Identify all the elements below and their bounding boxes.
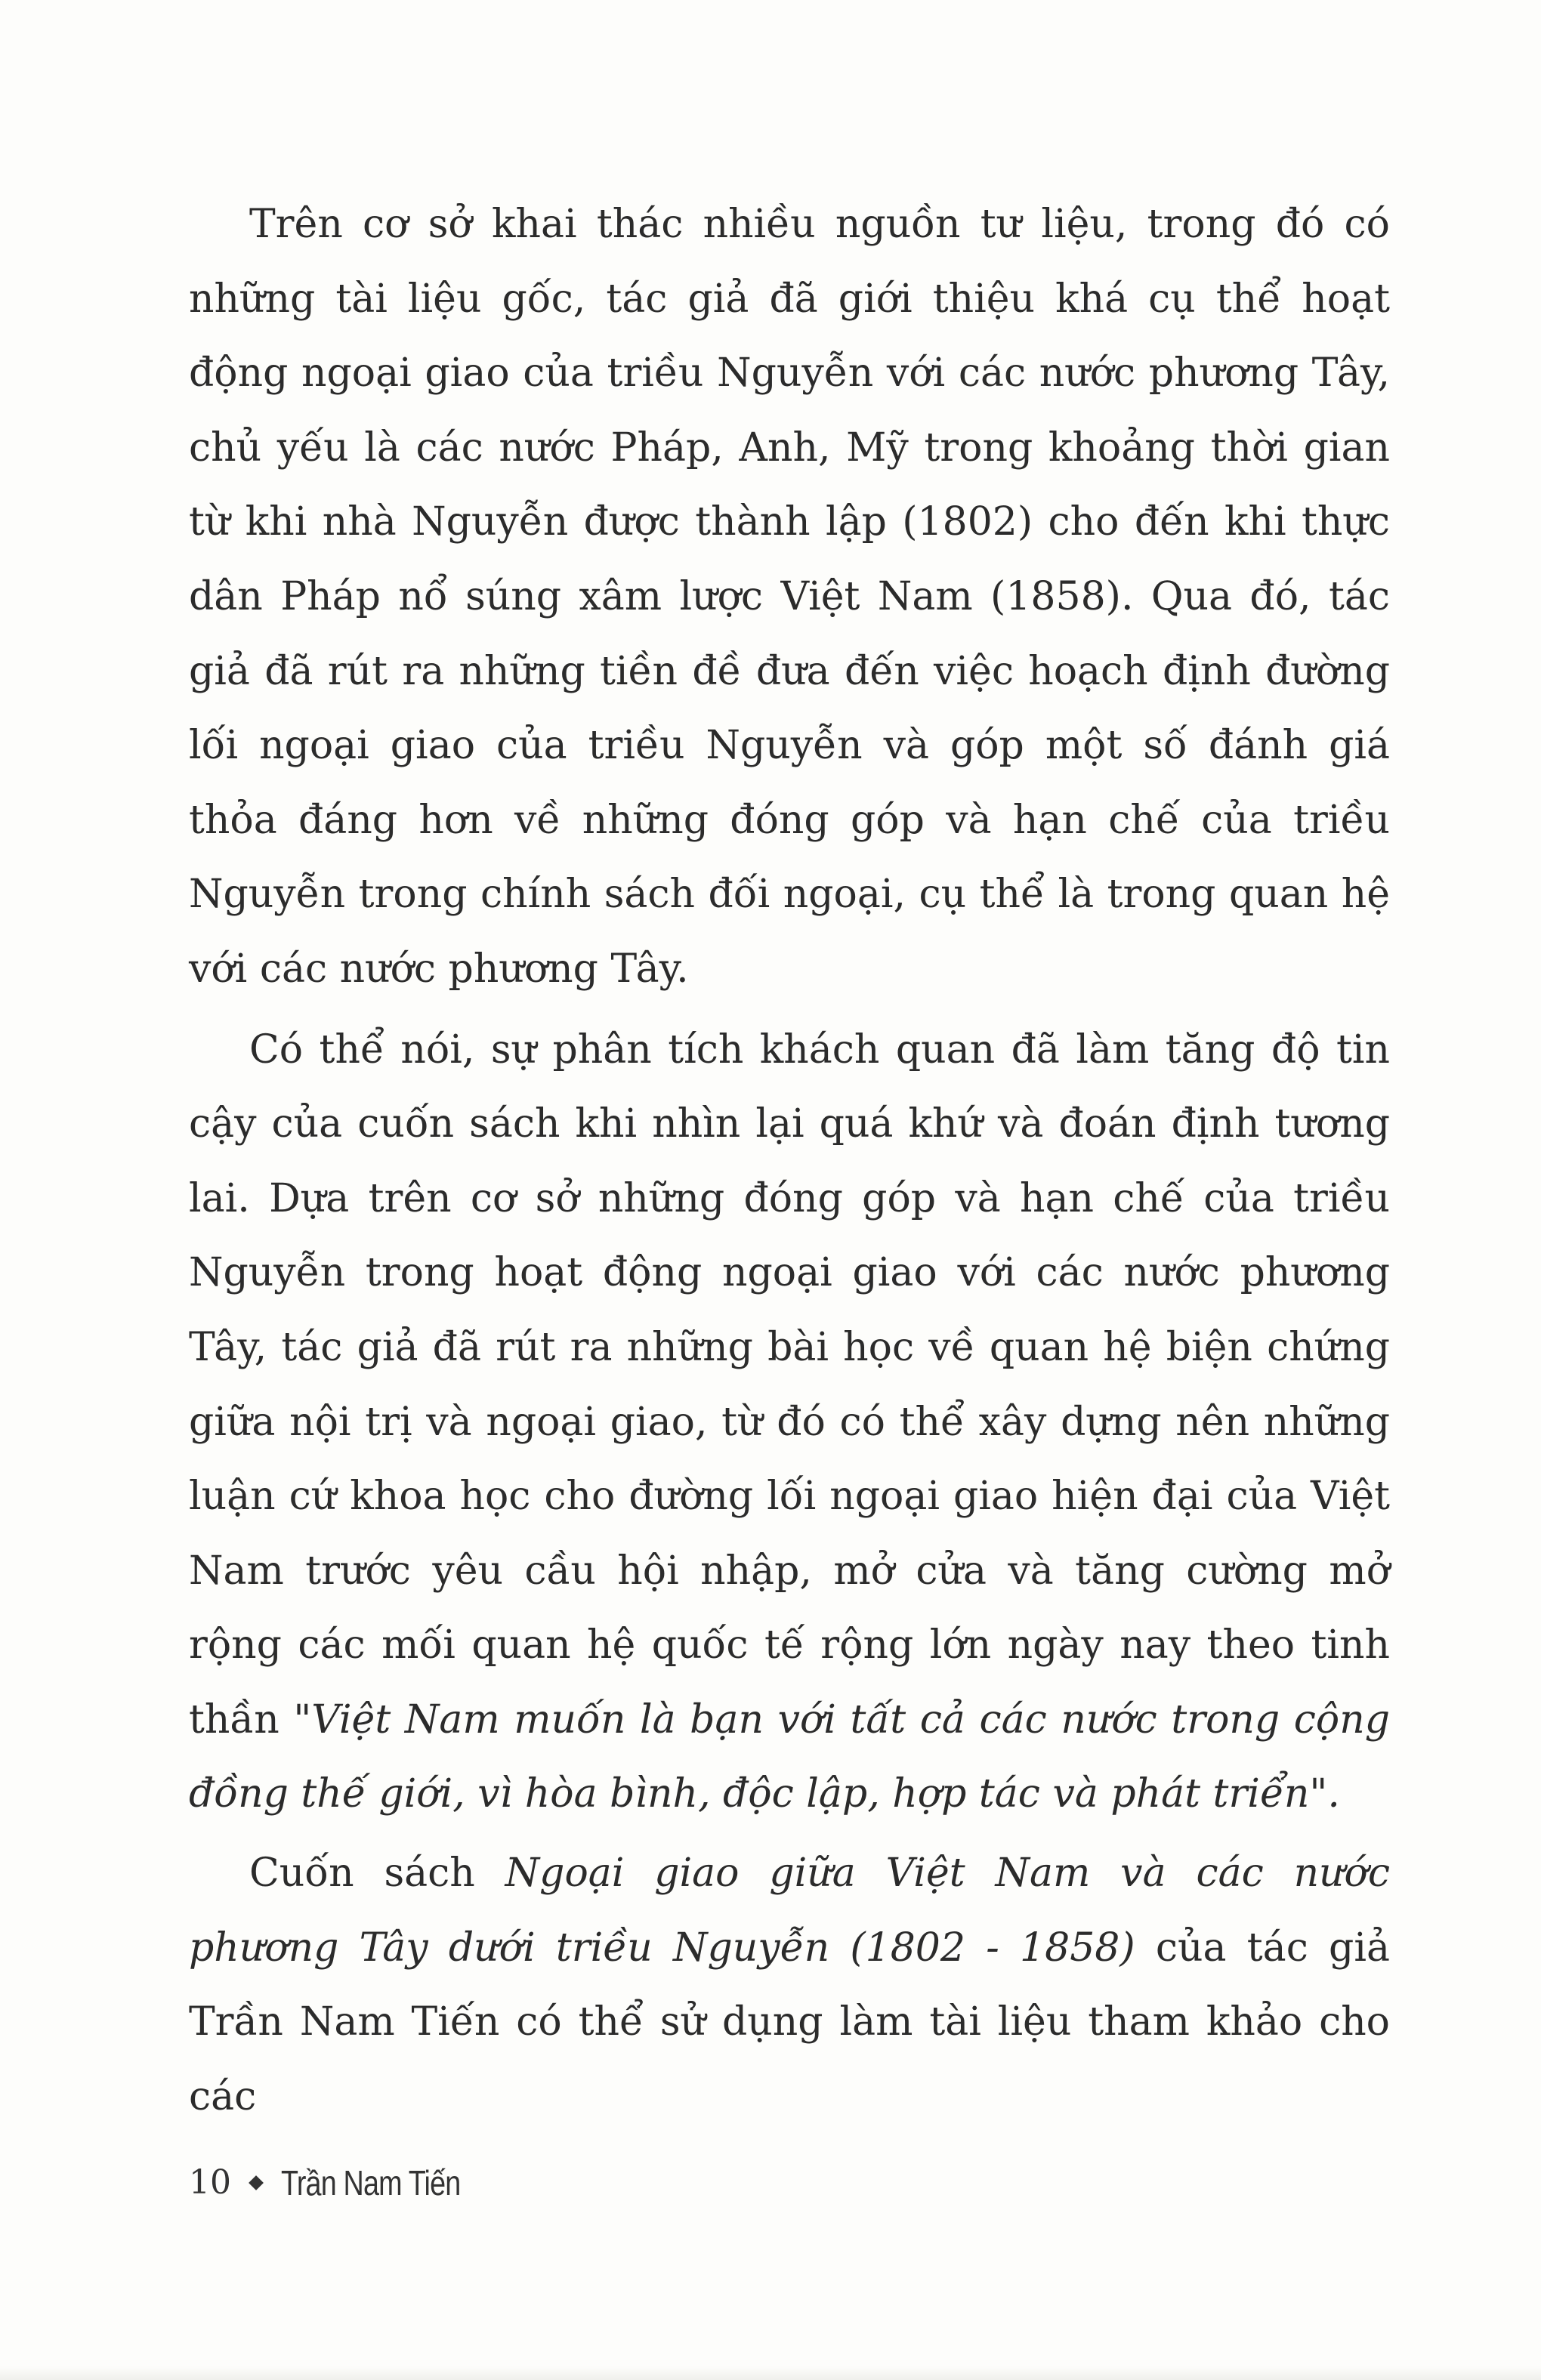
p2-quote-italic: "Việt Nam muốn là bạn với tất cả các nước trong cộng đồng thế giới, vì hòa bình, độc lập, hợp tác và phát triển". — [189, 1696, 1390, 1817]
paragraph-1 — [189, 187, 1390, 1007]
page-footer — [189, 2160, 500, 2206]
scan-edge — [0, 2366, 1541, 2380]
p1-run-1: Trên cơ sở khai thác nhiều nguồn tư liệu, trong đó có những tài liệu gốc, tác giả đã giới thiệu khá cụ thể hoạt động ngoại giao của triều Nguyễn với các nước phương Tây, chủ yếu là các nước Pháp, Anh, Mỹ trong khoảng thời gian từ khi nhà Nguyễn được thành lập (1802) cho đến khi thực dân Pháp nổ súng xâm lược Việt Nam (1858). Qua đó, tác giả đã rút ra những tiền đề đưa đến việc hoạch định đường lối ngoại giao của triều Nguyễn và góp một số đánh giá thỏa đáng hơn về những đóng góp và hạn chế của triều Nguyễn trong chính sách đối ngoại, cụ thể là trong quan hệ với các nước phương Tây. — [189, 202, 1390, 992]
body-text — [189, 187, 1390, 2134]
p3-run-3: của tác giả Trần Nam Tiến có thể sử dụng làm tài liệu tham khảo cho các — [189, 1925, 1390, 2119]
footer-author: Trần Nam Tiến — [281, 2163, 461, 2203]
paragraph-2 — [189, 1013, 1390, 1832]
page-number: 10 — [189, 2163, 231, 2202]
diamond-separator-icon — [249, 2175, 264, 2190]
p3-book-title-italic: Ngoại giao giữa Việt Nam và các nước phương Tây dưới triều Nguyễn (1802 - 1858) — [189, 1851, 1390, 1971]
p2-run-1: Có thể nói, sự phân tích khách quan đã làm tăng độ tin cậy của cuốn sách khi nhìn lại quá khứ và đoán định tương lai. Dựa trên cơ sở những đóng góp và hạn chế của triều Nguyễn trong hoạt động ngoại giao với các nước phương Tây, tác giả đã rút ra những bài học về quan hệ biện chứng giữa nội trị và ngoại giao, từ đó có thể xây dựng nên những luận cứ khoa học cho đường lối ngoại giao hiện đại của Việt Nam trước yêu cầu hội nhập, mở cửa và tăng cường mở rộng các mối quan hệ quốc tế rộng lớn ngày nay theo tinh thần — [189, 1026, 1390, 1743]
paragraph-3 — [189, 1836, 1390, 2134]
p3-run-1: Cuốn sách — [249, 1851, 505, 1897]
